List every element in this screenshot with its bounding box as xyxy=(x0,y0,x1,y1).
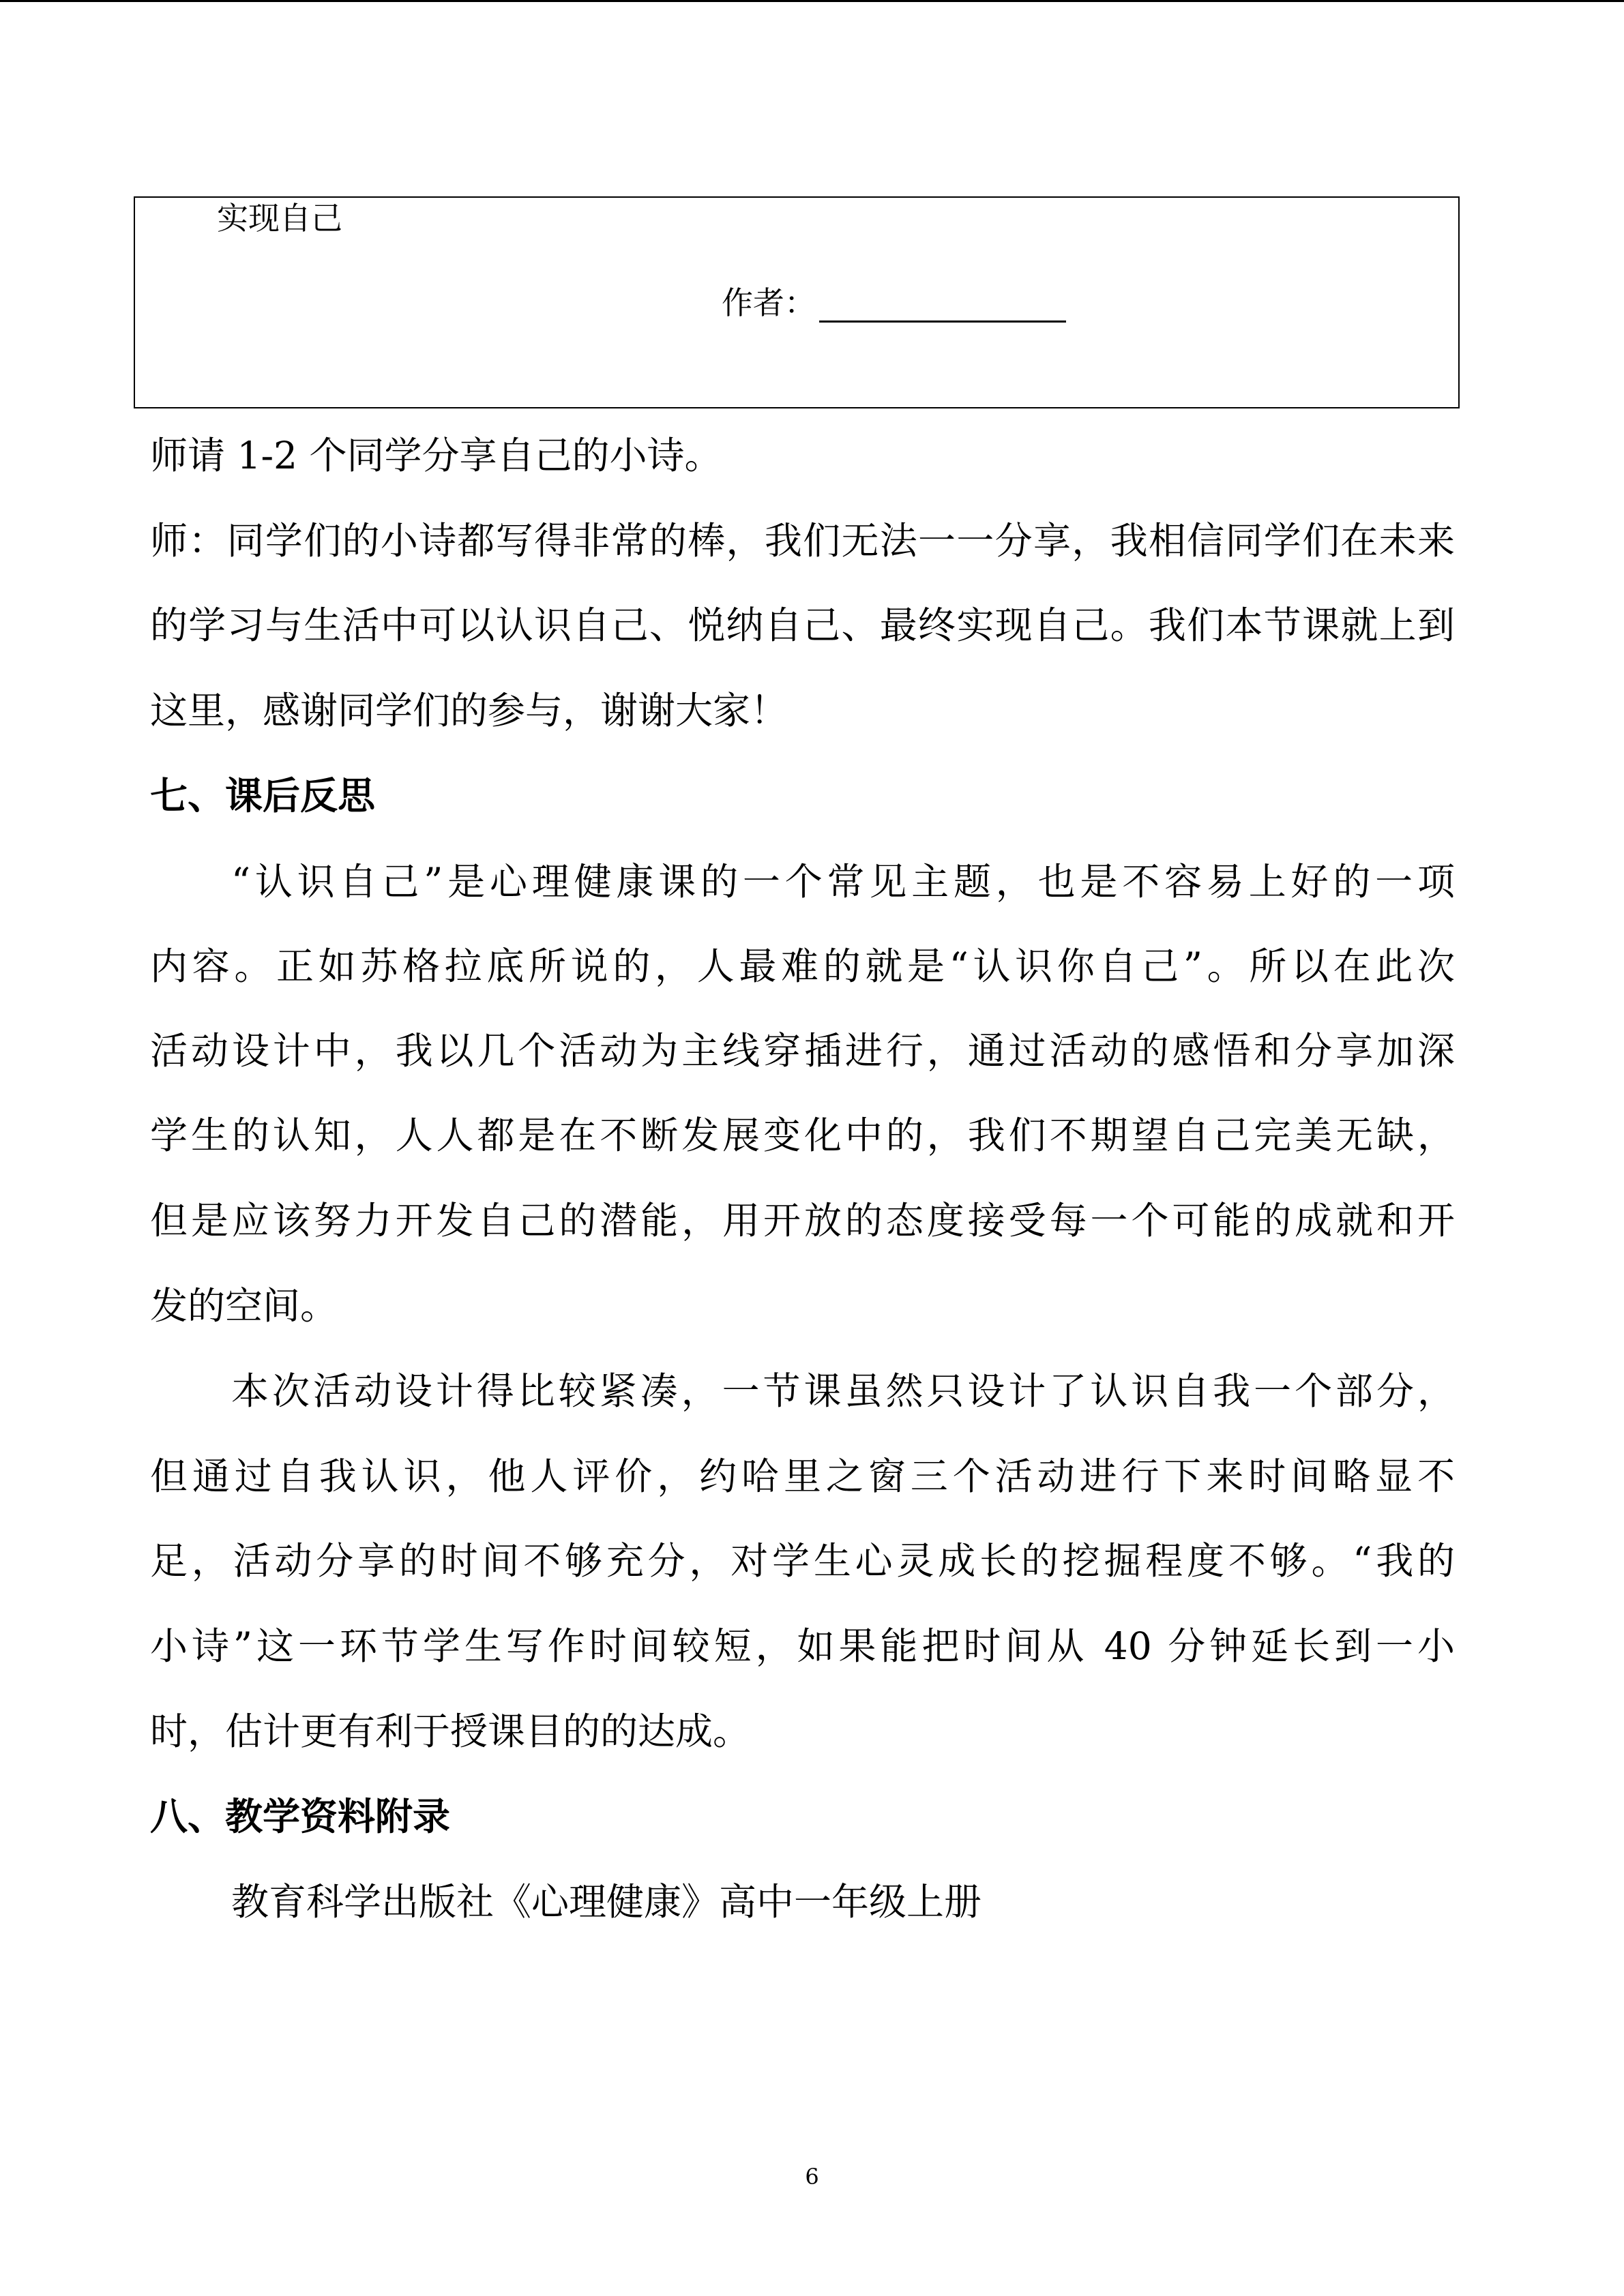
section-heading-reflection: 七、课后反思 xyxy=(150,773,376,818)
reflection-paragraph-line: 但是应该努力开发自己的潜能，用开放的态度接受每一个可能的成就和开 xyxy=(150,1199,1455,1242)
reflection-paragraph-line: 内容。正如苏格拉底所说的，人最难的就是“认识你自己”。所以在此次 xyxy=(150,944,1455,988)
poem-title: 实现自己 xyxy=(217,200,342,237)
teacher-closing-line: 师：同学们的小诗都写得非常的棒，我们无法一一分享，我相信同学们在未来 xyxy=(150,519,1455,563)
author-blank-line xyxy=(819,320,1066,323)
reflection-paragraph-line: 学生的认知，人人都是在不断发展变化中的，我们不期望自己完美无缺， xyxy=(150,1114,1455,1157)
reflection-paragraph-line: 但通过自我认识，他人评价，约哈里之窗三个活动进行下来时间略显不 xyxy=(150,1455,1455,1498)
appendix-reference: 教育科学出版社《心理健康》高中一年级上册 xyxy=(231,1880,982,1924)
poem-author-label: 作者： xyxy=(722,284,816,321)
reflection-paragraph-line: 足，活动分享的时间不够充分，对学生心灵成长的挖掘程度不够。“我的 xyxy=(150,1539,1455,1583)
teacher-closing-line: 的学习与生活中可以认识自己、悦纳自己、最终实现自己。我们本节课就上到 xyxy=(150,603,1455,647)
reflection-paragraph-line: 时，估计更有利于授课目的的达成。 xyxy=(150,1710,751,1753)
poem-writing-box xyxy=(134,196,1460,408)
teacher-closing-line: 这里，感谢同学们的参与，谢谢大家！ xyxy=(150,689,788,732)
top-border-rule xyxy=(0,0,1624,2)
share-request-line: 师请 1-2 个同学分享自己的小诗。 xyxy=(150,434,722,477)
reflection-paragraph-line: 本次活动设计得比较紧凑，一节课虽然只设计了认识自我一个部分， xyxy=(231,1369,1455,1413)
reflection-paragraph-line: “认识自己”是心理健康课的一个常见主题，也是不容易上好的一项 xyxy=(231,860,1455,904)
reflection-paragraph-line: 发的空间。 xyxy=(150,1284,338,1328)
page-number: 6 xyxy=(805,2164,819,2190)
reflection-paragraph-line: 小诗”这一环节学生写作时间较短，如果能把时间从 40 分钟延长到一小 xyxy=(150,1624,1455,1668)
reflection-paragraph-line: 活动设计中，我以几个活动为主线穿插进行，通过活动的感悟和分享加深 xyxy=(150,1029,1455,1073)
section-heading-appendix: 八、教学资料附录 xyxy=(150,1794,451,1838)
